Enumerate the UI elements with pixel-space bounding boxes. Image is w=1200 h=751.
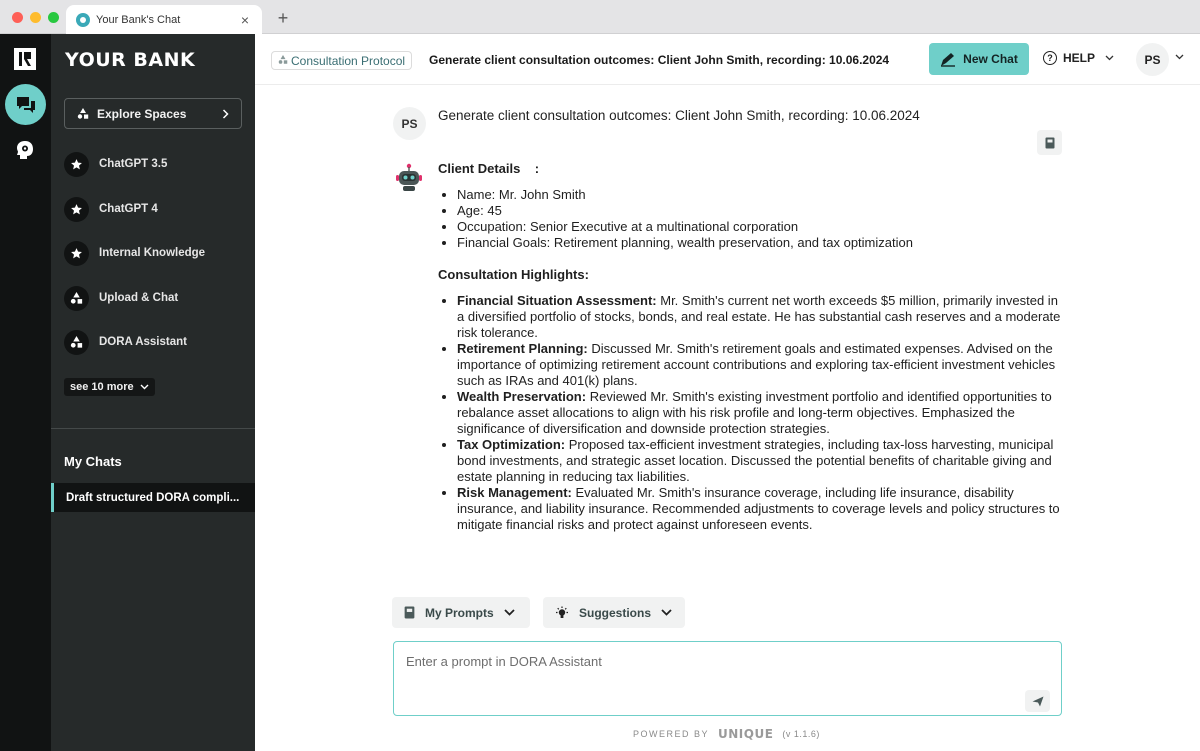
list-item [457,485,1064,533]
space-item-label: Upload & Chat [99,292,179,304]
highlight-title: Tax Optimization: [457,437,566,452]
app-logo-icon[interactable] [14,48,36,70]
list-item: • Name: Mr. John Smith [457,187,1064,203]
highlight-text: Proposed tax-efficient investment strategies, including tax-loss harvesting, municipal bond investments, and strategic asset location. Discussed the potential benefits of charitable giving and estate planning in reducing tax liabilities. [457,437,1054,484]
highlight-text: Mr. Smith's current net worth exceeds $5 million, primarily invested in a diversified portfolio of stocks, bonds, and real estate. He has substantial cash reserves and a moderate risk tolerance. [457,293,1061,340]
star-icon [64,241,89,266]
sidebar-divider [51,428,255,429]
brain-gear-icon[interactable] [15,140,35,160]
help-menu[interactable] [1043,51,1114,65]
star-icon [64,197,89,222]
chevron-down-icon [504,609,515,616]
list-item: • Occupation: Senior Executive at a multinational corporation [457,219,1064,235]
chevron-down-icon [140,384,149,390]
prompt-box [393,641,1062,716]
powered-by-footer [633,727,820,741]
prompt-input[interactable] [406,654,1006,669]
compose-icon [940,52,956,67]
suggestions-dropdown[interactable] [543,597,685,628]
book-icon [1045,137,1055,149]
chevron-down-icon[interactable] [1175,54,1184,60]
help-label: HELP [1063,51,1096,65]
highlight-title: Retirement Planning: [457,341,588,356]
list-item [457,341,1064,389]
space-item-dora-assistant[interactable] [64,329,187,355]
conversation-title: Generate client consultation outcomes: Client John Smith, recording: 10.06.2024 [429,53,890,67]
my-chats-heading: My Chats [64,454,122,469]
highlight-title: Wealth Preservation: [457,389,587,404]
space-item-label: ChatGPT 3.5 [99,158,168,170]
top-bar [255,34,1200,85]
window-minimize-dot[interactable] [30,12,41,23]
icon-rail [0,34,51,751]
highlight-text: Evaluated Mr. Smith's insurance coverage, including life insurance, disability insurance, and liability insurance. Recommended adjustments to coverage levels and policy structures to mitigate financial risks and protect against unforeseen events. [457,485,1060,532]
user-message-avatar: PS [393,107,426,140]
chat-bubbles-icon [16,96,36,114]
tab-close-icon[interactable]: × [240,11,250,28]
browser-chrome [0,0,1200,34]
new-tab-icon[interactable]: + [277,8,289,28]
user-avatar[interactable]: PS [1136,43,1169,76]
browser-tab[interactable] [66,5,262,34]
tab-title: Your Bank's Chat [96,13,181,26]
star-icon [64,152,89,177]
list-item [457,437,1064,485]
my-prompts-label: My Prompts [425,605,494,620]
highlight-text: Discussed Mr. Smith's retirement goals and estimated expenses. Advised on the importance of optimizing retirement account contributions and exploring tax-efficient investment vehicles such as IRAs and 401(k) plans. [457,341,1056,388]
space-item-internal-knowledge[interactable] [64,240,205,266]
chat-history-item[interactable]: Draft structured DORA compli... [51,483,255,512]
space-item-chatgpt-4[interactable] [64,196,158,222]
consultation-highlights-list [438,293,1064,533]
client-details-list [438,187,1064,251]
highlight-title: Risk Management: [457,485,572,500]
unique-brand-logo: UNIQUE [718,727,774,741]
shapes-icon [278,55,288,66]
copy-to-prompt-button[interactable] [1037,130,1062,155]
list-item [457,293,1064,341]
space-item-chatgpt-3-5[interactable] [64,151,167,177]
powered-by-label: POWERED BY [633,729,710,739]
new-chat-label: New Chat [963,52,1018,66]
space-item-upload-chat[interactable] [64,285,178,311]
user-message: Generate client consultation outcomes: Client John Smith, recording: 10.06.2024 [438,108,920,123]
new-chat-button[interactable] [929,43,1029,75]
protocol-label: Consultation Protocol [291,53,406,68]
chevron-down-icon [661,609,672,616]
chevron-down-icon [1105,55,1114,61]
send-button[interactable] [1025,690,1050,712]
space-item-label: Internal Knowledge [99,247,206,259]
my-prompts-dropdown[interactable] [392,597,530,628]
consultation-protocol-badge[interactable] [271,51,412,70]
suggestions-label: Suggestions [579,605,652,620]
list-item: • Age: 45 [457,203,1064,219]
lightbulb-icon [555,606,569,620]
shapes-icon [77,108,89,119]
sidebar [51,34,255,751]
assistant-robot-icon [394,163,424,193]
question-icon: ? [1043,51,1057,65]
shapes-icon [64,330,89,355]
list-item: • Financial Goals: Retirement planning, wealth preservation, and tax optimization [457,235,1064,251]
space-item-label: ChatGPT 4 [99,203,158,215]
list-item [457,389,1064,437]
see-more-label: see 10 more [70,381,134,393]
version-label: (v 1.1.6) [782,729,820,739]
see-more-button[interactable] [64,378,155,396]
client-details-heading: Client Details : [438,161,540,176]
space-item-label: DORA Assistant [99,336,187,348]
brand-logo[interactable]: YOUR BANK [65,49,196,71]
shapes-icon [64,286,89,311]
highlight-text: Reviewed Mr. Smith's existing investment portfolio and identified opportunities to rebalance asset allocations to align with his risk profile and long-term objectives. Emphasized the significance of diversification and downside protection strategies. [457,389,1052,436]
window-zoom-dot[interactable] [48,12,59,23]
chevron-right-icon [222,109,229,119]
window-close-dot[interactable] [12,12,23,23]
book-icon [404,606,415,619]
assistant-answer [438,161,1064,533]
tab-favicon-icon [76,13,90,27]
consultation-highlights-heading: Consultation Highlights: [438,267,589,282]
explore-spaces-label: Explore Spaces [97,106,187,121]
send-icon [1032,696,1044,707]
explore-spaces-button[interactable] [64,98,242,129]
chat-nav-button[interactable] [5,84,46,125]
highlight-title: Financial Situation Assessment: [457,293,657,308]
